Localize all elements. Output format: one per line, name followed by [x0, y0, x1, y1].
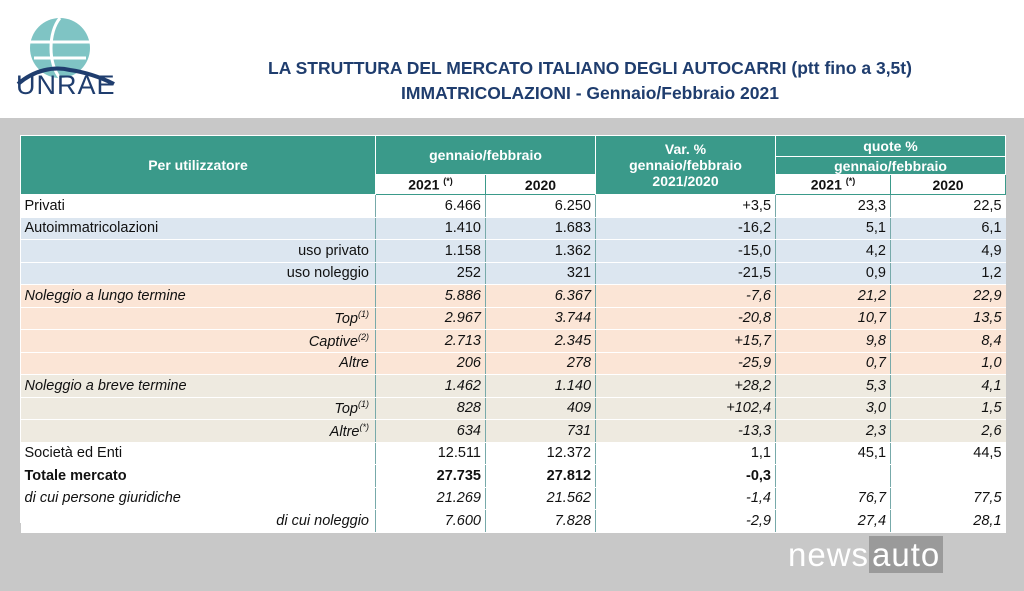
cell-quote-2020-text: 8,4 [981, 332, 1002, 349]
cell-2020 [486, 240, 596, 263]
row-note: (1) [358, 309, 369, 320]
cell-quote-2021-text: 3,0 [865, 400, 887, 417]
cell-quote-2020-text: 28,1 [973, 512, 1002, 529]
cell-2021 [376, 240, 486, 263]
cell-2020 [486, 352, 596, 375]
cell-2021-text: 5.886 [444, 287, 481, 304]
row-label-text: Noleggio a breve termine [24, 377, 187, 394]
cell-quote-2020-text: 1,2 [981, 265, 1002, 282]
cell-2021 [376, 397, 486, 420]
header-2020: 2020 [486, 175, 596, 195]
cell-var-text: -2,9 [746, 512, 772, 529]
market-table [20, 135, 1006, 533]
cell-2021 [376, 285, 486, 308]
cell-2020-text: 3.744 [554, 310, 592, 327]
cell-quote-2021-text: 5,3 [865, 377, 887, 394]
cell-quote-2021 [776, 262, 891, 285]
header-band [0, 0, 1024, 118]
table-row [21, 397, 1006, 420]
table-row [21, 487, 1006, 510]
cell-quote-2020 [891, 465, 1006, 488]
cell-var [596, 195, 776, 218]
cell-2021-text: 1.158 [444, 242, 481, 259]
cell-quote-2021-text: 10,7 [857, 310, 887, 327]
cell-2021 [376, 465, 486, 488]
table-row [21, 420, 1006, 443]
cell-2020 [486, 442, 596, 465]
cell-2021-text: 1.462 [444, 377, 481, 394]
table-row [21, 217, 1006, 240]
cell-var-text: +15,7 [734, 332, 772, 349]
cell-2021-text: 2.967 [444, 310, 481, 327]
cell-var [596, 285, 776, 308]
cell-quote-2020 [891, 420, 1006, 443]
row-label-text: Privati [24, 197, 65, 214]
cell-quote-2020-text: 13,5 [973, 310, 1002, 327]
table-row [21, 195, 1006, 218]
header-quote-2020: 2020 [891, 175, 1006, 195]
cell-quote-2021 [776, 375, 891, 398]
row-label-text: Top [334, 311, 358, 328]
row-label-text: Top [334, 401, 358, 418]
cell-quote-2020 [891, 375, 1006, 398]
cell-2020 [486, 262, 596, 285]
header-gennaio-febbraio: gennaio/febbraio [376, 136, 596, 175]
cell-var-text: -25,9 [737, 355, 772, 372]
cell-2020-text: 6.250 [554, 197, 592, 214]
cell-2021 [376, 262, 486, 285]
cell-2021 [376, 307, 486, 330]
cell-2021-text: 634 [456, 422, 481, 439]
cell-var-text: -16,2 [737, 220, 772, 237]
cell-2020 [486, 330, 596, 353]
row-label-text: di cui noleggio [276, 512, 369, 529]
table-row [21, 240, 1006, 263]
cell-2020-text: 731 [566, 422, 592, 439]
cell-quote-2020 [891, 262, 1006, 285]
cell-2020-text: 27.812 [546, 467, 592, 484]
cell-quote-2020-text: 1,5 [981, 400, 1002, 417]
cell-quote-2020 [891, 285, 1006, 308]
cell-var-text: -7,6 [746, 287, 772, 304]
cell-2020 [486, 420, 596, 443]
cell-var-text: -15,0 [737, 242, 772, 259]
cell-2021 [376, 420, 486, 443]
cell-var-text: -0,3 [746, 467, 772, 484]
cell-2021 [376, 217, 486, 240]
cell-2020 [486, 510, 596, 533]
row-note: (1) [358, 399, 369, 410]
cell-2020-text: 321 [566, 265, 592, 282]
cell-var [596, 240, 776, 263]
row-label [21, 375, 376, 398]
row-label-text: Captive [308, 333, 358, 350]
header-var-sub1: gennaio/febbraio [629, 157, 742, 173]
table-row [21, 375, 1006, 398]
row-label [21, 442, 376, 465]
newsauto-watermark [788, 536, 943, 574]
cell-quote-2020-text: 77,5 [973, 490, 1002, 507]
cell-quote-2020 [891, 397, 1006, 420]
row-label-text: di cui persone giuridiche [24, 490, 181, 507]
cell-quote-2021-text: 45,1 [857, 445, 887, 462]
cell-2020-text: 1.683 [554, 220, 592, 237]
cell-2020-text: 278 [566, 355, 592, 372]
cell-2021 [376, 352, 486, 375]
row-label [21, 285, 376, 308]
cell-2020-text: 12.372 [546, 445, 592, 462]
row-label [21, 510, 376, 533]
cell-2021 [376, 442, 486, 465]
row-label [21, 307, 376, 330]
row-label [21, 487, 376, 510]
cell-2021 [376, 375, 486, 398]
cell-var-text: +28,2 [734, 377, 772, 394]
row-label-text: Totale mercato [24, 467, 127, 484]
header-quote: quote % [776, 136, 1006, 157]
watermark-auto: auto [869, 536, 943, 573]
cell-quote-2021 [776, 487, 891, 510]
row-label-text: uso privato [298, 242, 369, 259]
cell-quote-2021 [776, 442, 891, 465]
cell-2021-text: 7.600 [444, 512, 481, 529]
cell-var-text: +102,4 [726, 400, 772, 417]
cell-quote-2021-text: 76,7 [857, 490, 887, 507]
cell-2020 [486, 397, 596, 420]
row-label [21, 465, 376, 488]
table-row [21, 352, 1006, 375]
row-label-text: Autoimmatricolazioni [24, 220, 159, 237]
cell-2021-text: 1.410 [444, 220, 481, 237]
cell-var [596, 465, 776, 488]
cell-quote-2021 [776, 285, 891, 308]
cell-2020 [486, 307, 596, 330]
cell-2021 [376, 510, 486, 533]
cell-quote-2020 [891, 217, 1006, 240]
cell-2020-text: 6.367 [554, 287, 592, 304]
row-label-text: Altre [339, 355, 369, 372]
cell-2021-text: 252 [456, 265, 481, 282]
table-row [21, 465, 1006, 488]
cell-quote-2021 [776, 240, 891, 263]
cell-quote-2020 [891, 352, 1006, 375]
cell-quote-2020 [891, 510, 1006, 533]
cell-quote-2020 [891, 442, 1006, 465]
cell-quote-2021 [776, 420, 891, 443]
cell-quote-2021-text: 27,4 [857, 512, 887, 529]
cell-quote-2020 [891, 195, 1006, 218]
title-line-1: LA STRUTTURA DEL MERCATO ITALIANO DEGLI AUTOCARRI (ptt fino a 3,5t) [268, 58, 912, 78]
row-label-text: Altre [329, 423, 360, 440]
cell-var-text: -1,4 [746, 490, 772, 507]
cell-2021-text: 2.713 [444, 332, 481, 349]
table-row [21, 442, 1006, 465]
page-title [175, 56, 1005, 106]
cell-var [596, 442, 776, 465]
cell-quote-2020 [891, 307, 1006, 330]
cell-var [596, 420, 776, 443]
row-label [21, 420, 376, 443]
cell-2020-text: 1.362 [554, 242, 592, 259]
cell-2021 [376, 195, 486, 218]
cell-quote-2021-text: 5,1 [865, 220, 887, 237]
cell-quote-2020-text: 1,0 [981, 355, 1002, 372]
cell-2020-text: 1.140 [554, 377, 592, 394]
cell-quote-2021 [776, 465, 891, 488]
row-label [21, 240, 376, 263]
cell-quote-2021 [776, 352, 891, 375]
header-2021: 2021 (*) [376, 175, 486, 195]
cell-2021-text: 12.511 [437, 445, 481, 462]
cell-2021 [376, 330, 486, 353]
cell-2020 [486, 285, 596, 308]
cell-2020 [486, 465, 596, 488]
table-row [21, 285, 1006, 308]
row-label [21, 330, 376, 353]
cell-2020-text: 2.345 [554, 332, 592, 349]
cell-quote-2020-text: 22,5 [973, 197, 1002, 214]
row-note: (*) [359, 421, 369, 432]
cell-var [596, 262, 776, 285]
cell-2020-text: 7.828 [554, 512, 592, 529]
cell-var [596, 217, 776, 240]
title-line-2: IMMATRICOLAZIONI - Gennaio/Febbraio 2021 [401, 83, 779, 103]
header-quote-sub: gennaio/febbraio [776, 157, 1006, 175]
cell-quote-2020-text: 4,1 [981, 377, 1002, 394]
cell-var [596, 307, 776, 330]
row-label [21, 352, 376, 375]
cell-var-text: -13,3 [737, 422, 772, 439]
row-label [21, 397, 376, 420]
cell-var-text: -20,8 [737, 310, 772, 327]
header-var-sub2: 2021/2020 [652, 173, 719, 189]
row-label [21, 262, 376, 285]
row-label-text: Noleggio a lungo termine [24, 287, 186, 304]
cell-var-text: +3,5 [742, 197, 772, 214]
cell-var-text: -21,5 [737, 265, 772, 282]
cell-quote-2021 [776, 307, 891, 330]
cell-var [596, 330, 776, 353]
header-per-utilizzatore: Per utilizzatore [21, 136, 376, 195]
cell-2021 [376, 487, 486, 510]
row-label [21, 195, 376, 218]
cell-2021-text: 27.735 [436, 467, 481, 484]
table-body [21, 195, 1006, 533]
cell-quote-2020-text: 44,5 [973, 445, 1002, 462]
cell-quote-2020 [891, 487, 1006, 510]
cell-2021-text: 6.466 [444, 197, 481, 214]
cell-quote-2020 [891, 330, 1006, 353]
cell-2020 [486, 217, 596, 240]
cell-var [596, 397, 776, 420]
cell-quote-2020 [891, 240, 1006, 263]
cell-2021-text: 21.269 [436, 490, 481, 507]
cell-2021-text: 828 [456, 400, 481, 417]
cell-quote-2021 [776, 217, 891, 240]
cell-var [596, 487, 776, 510]
row-note: (2) [358, 331, 369, 342]
cell-quote-2021 [776, 510, 891, 533]
cell-quote-2021 [776, 397, 891, 420]
row-label-text: Società ed Enti [24, 445, 123, 462]
cell-quote-2020-text: 6,1 [981, 220, 1002, 237]
table-row [21, 262, 1006, 285]
cell-quote-2021-text: 0,9 [865, 265, 887, 282]
header-var [596, 136, 776, 195]
watermark-news: news [788, 536, 870, 573]
market-table-container [20, 135, 1005, 529]
table-row [21, 510, 1006, 533]
cell-2020 [486, 487, 596, 510]
cell-2020-text: 409 [566, 400, 592, 417]
cell-2021-text: 206 [456, 355, 481, 372]
cell-quote-2021-text: 2,3 [865, 422, 887, 439]
cell-quote-2021 [776, 195, 891, 218]
cell-2020-text: 21.562 [546, 490, 592, 507]
cell-quote-2020-text: 22,9 [973, 287, 1002, 304]
cell-var-text: 1,1 [750, 445, 772, 462]
cell-quote-2020-text: 4,9 [981, 242, 1002, 259]
table-row [21, 330, 1006, 353]
cell-2020 [486, 375, 596, 398]
cell-quote-2020-text: 2,6 [981, 422, 1002, 439]
cell-quote-2021-text: 0,7 [865, 355, 887, 372]
header-quote-2021: 2021 (*) [776, 175, 891, 195]
cell-var [596, 510, 776, 533]
row-label [21, 217, 376, 240]
cell-quote-2021-text: 21,2 [857, 287, 887, 304]
row-label-text: uso noleggio [286, 265, 369, 282]
cell-quote-2021 [776, 330, 891, 353]
header-var-title: Var. % [664, 141, 707, 157]
logo-text: UNRAE [16, 70, 116, 100]
cell-var [596, 352, 776, 375]
cell-quote-2021-text: 4,2 [865, 242, 887, 259]
cell-quote-2021-text: 9,8 [865, 332, 887, 349]
cell-quote-2021-text: 23,3 [857, 197, 887, 214]
table-row [21, 307, 1006, 330]
cell-2020 [486, 195, 596, 218]
cell-var [596, 375, 776, 398]
